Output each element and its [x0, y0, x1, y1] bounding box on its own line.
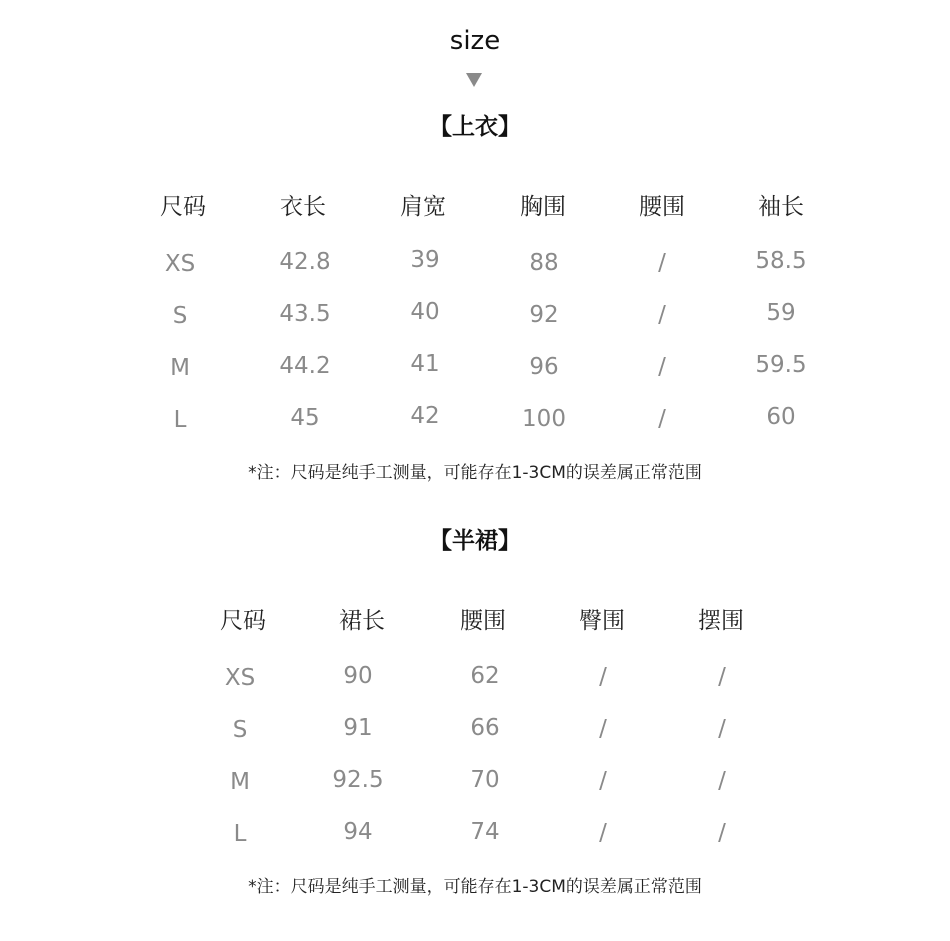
table-cell: 42 — [410, 403, 440, 429]
table-cell: L — [173, 407, 187, 433]
measurement-note: *注：尺码是纯手工测量，可能存在1-3CM的误差属正常范围 — [248, 877, 702, 897]
table-cell: 60 — [766, 404, 796, 430]
table-cell: 91 — [343, 715, 373, 741]
table-cell: M — [170, 355, 190, 381]
table-cell: S — [232, 717, 248, 743]
table-cell: XS — [224, 665, 256, 691]
table-cell: / — [718, 820, 726, 846]
table-cell: 43.5 — [279, 301, 331, 327]
table-header: 摆围 — [698, 608, 744, 634]
table-cell: 90 — [343, 663, 373, 689]
table-header: 臀围 — [579, 608, 625, 634]
table-cell: 42.8 — [279, 249, 331, 275]
table-cell: 41 — [410, 351, 440, 377]
table-cell: 94 — [343, 819, 373, 845]
table-cell: 58.5 — [755, 248, 807, 274]
table-cell: 92.5 — [332, 767, 384, 793]
table-cell: / — [718, 664, 726, 690]
table-cell: / — [658, 354, 666, 380]
table-cell: / — [599, 664, 607, 690]
table-cell: 59 — [766, 300, 796, 326]
table-header: 袖长 — [758, 194, 804, 220]
table-cell: / — [599, 716, 607, 742]
table-cell: 44.2 — [279, 353, 331, 379]
table-cell: / — [658, 406, 666, 432]
table-header: 腰围 — [460, 608, 506, 634]
table-header: 衣长 — [280, 194, 326, 220]
table-cell: 96 — [529, 354, 559, 380]
table-cell: 40 — [410, 299, 440, 325]
table-header: 肩宽 — [400, 194, 446, 220]
table-cell: 70 — [470, 767, 500, 793]
down-arrow-icon — [466, 73, 482, 87]
table-cell: / — [658, 250, 666, 276]
table-cell: / — [718, 768, 726, 794]
table-cell: XS — [164, 251, 196, 277]
table-header: 裙长 — [339, 608, 385, 634]
table-header: 胸围 — [520, 194, 566, 220]
table-cell: 100 — [522, 406, 566, 432]
table-header: 腰围 — [639, 194, 685, 220]
measurement-note: *注：尺码是纯手工测量，可能存在1-3CM的误差属正常范围 — [248, 463, 702, 483]
table-cell: / — [658, 302, 666, 328]
table-cell: 62 — [470, 663, 500, 689]
table-cell: 45 — [290, 405, 320, 431]
table-cell: 66 — [470, 715, 500, 741]
page-title: size — [449, 26, 501, 56]
table-cell: / — [599, 768, 607, 794]
table-cell: / — [718, 716, 726, 742]
table-header: 尺码 — [220, 608, 266, 634]
table-cell: M — [230, 769, 250, 795]
table-cell: 92 — [529, 302, 559, 328]
skirt-section-title: 【半裙】 — [429, 528, 521, 554]
table-cell: 59.5 — [755, 352, 807, 378]
table-cell: / — [599, 820, 607, 846]
table-header: 尺码 — [160, 194, 206, 220]
table-cell: 39 — [410, 247, 440, 273]
top-section-title: 【上衣】 — [429, 114, 521, 140]
table-cell: S — [172, 303, 188, 329]
table-cell: L — [233, 821, 247, 847]
table-cell: 74 — [470, 819, 500, 845]
table-cell: 88 — [529, 250, 559, 276]
